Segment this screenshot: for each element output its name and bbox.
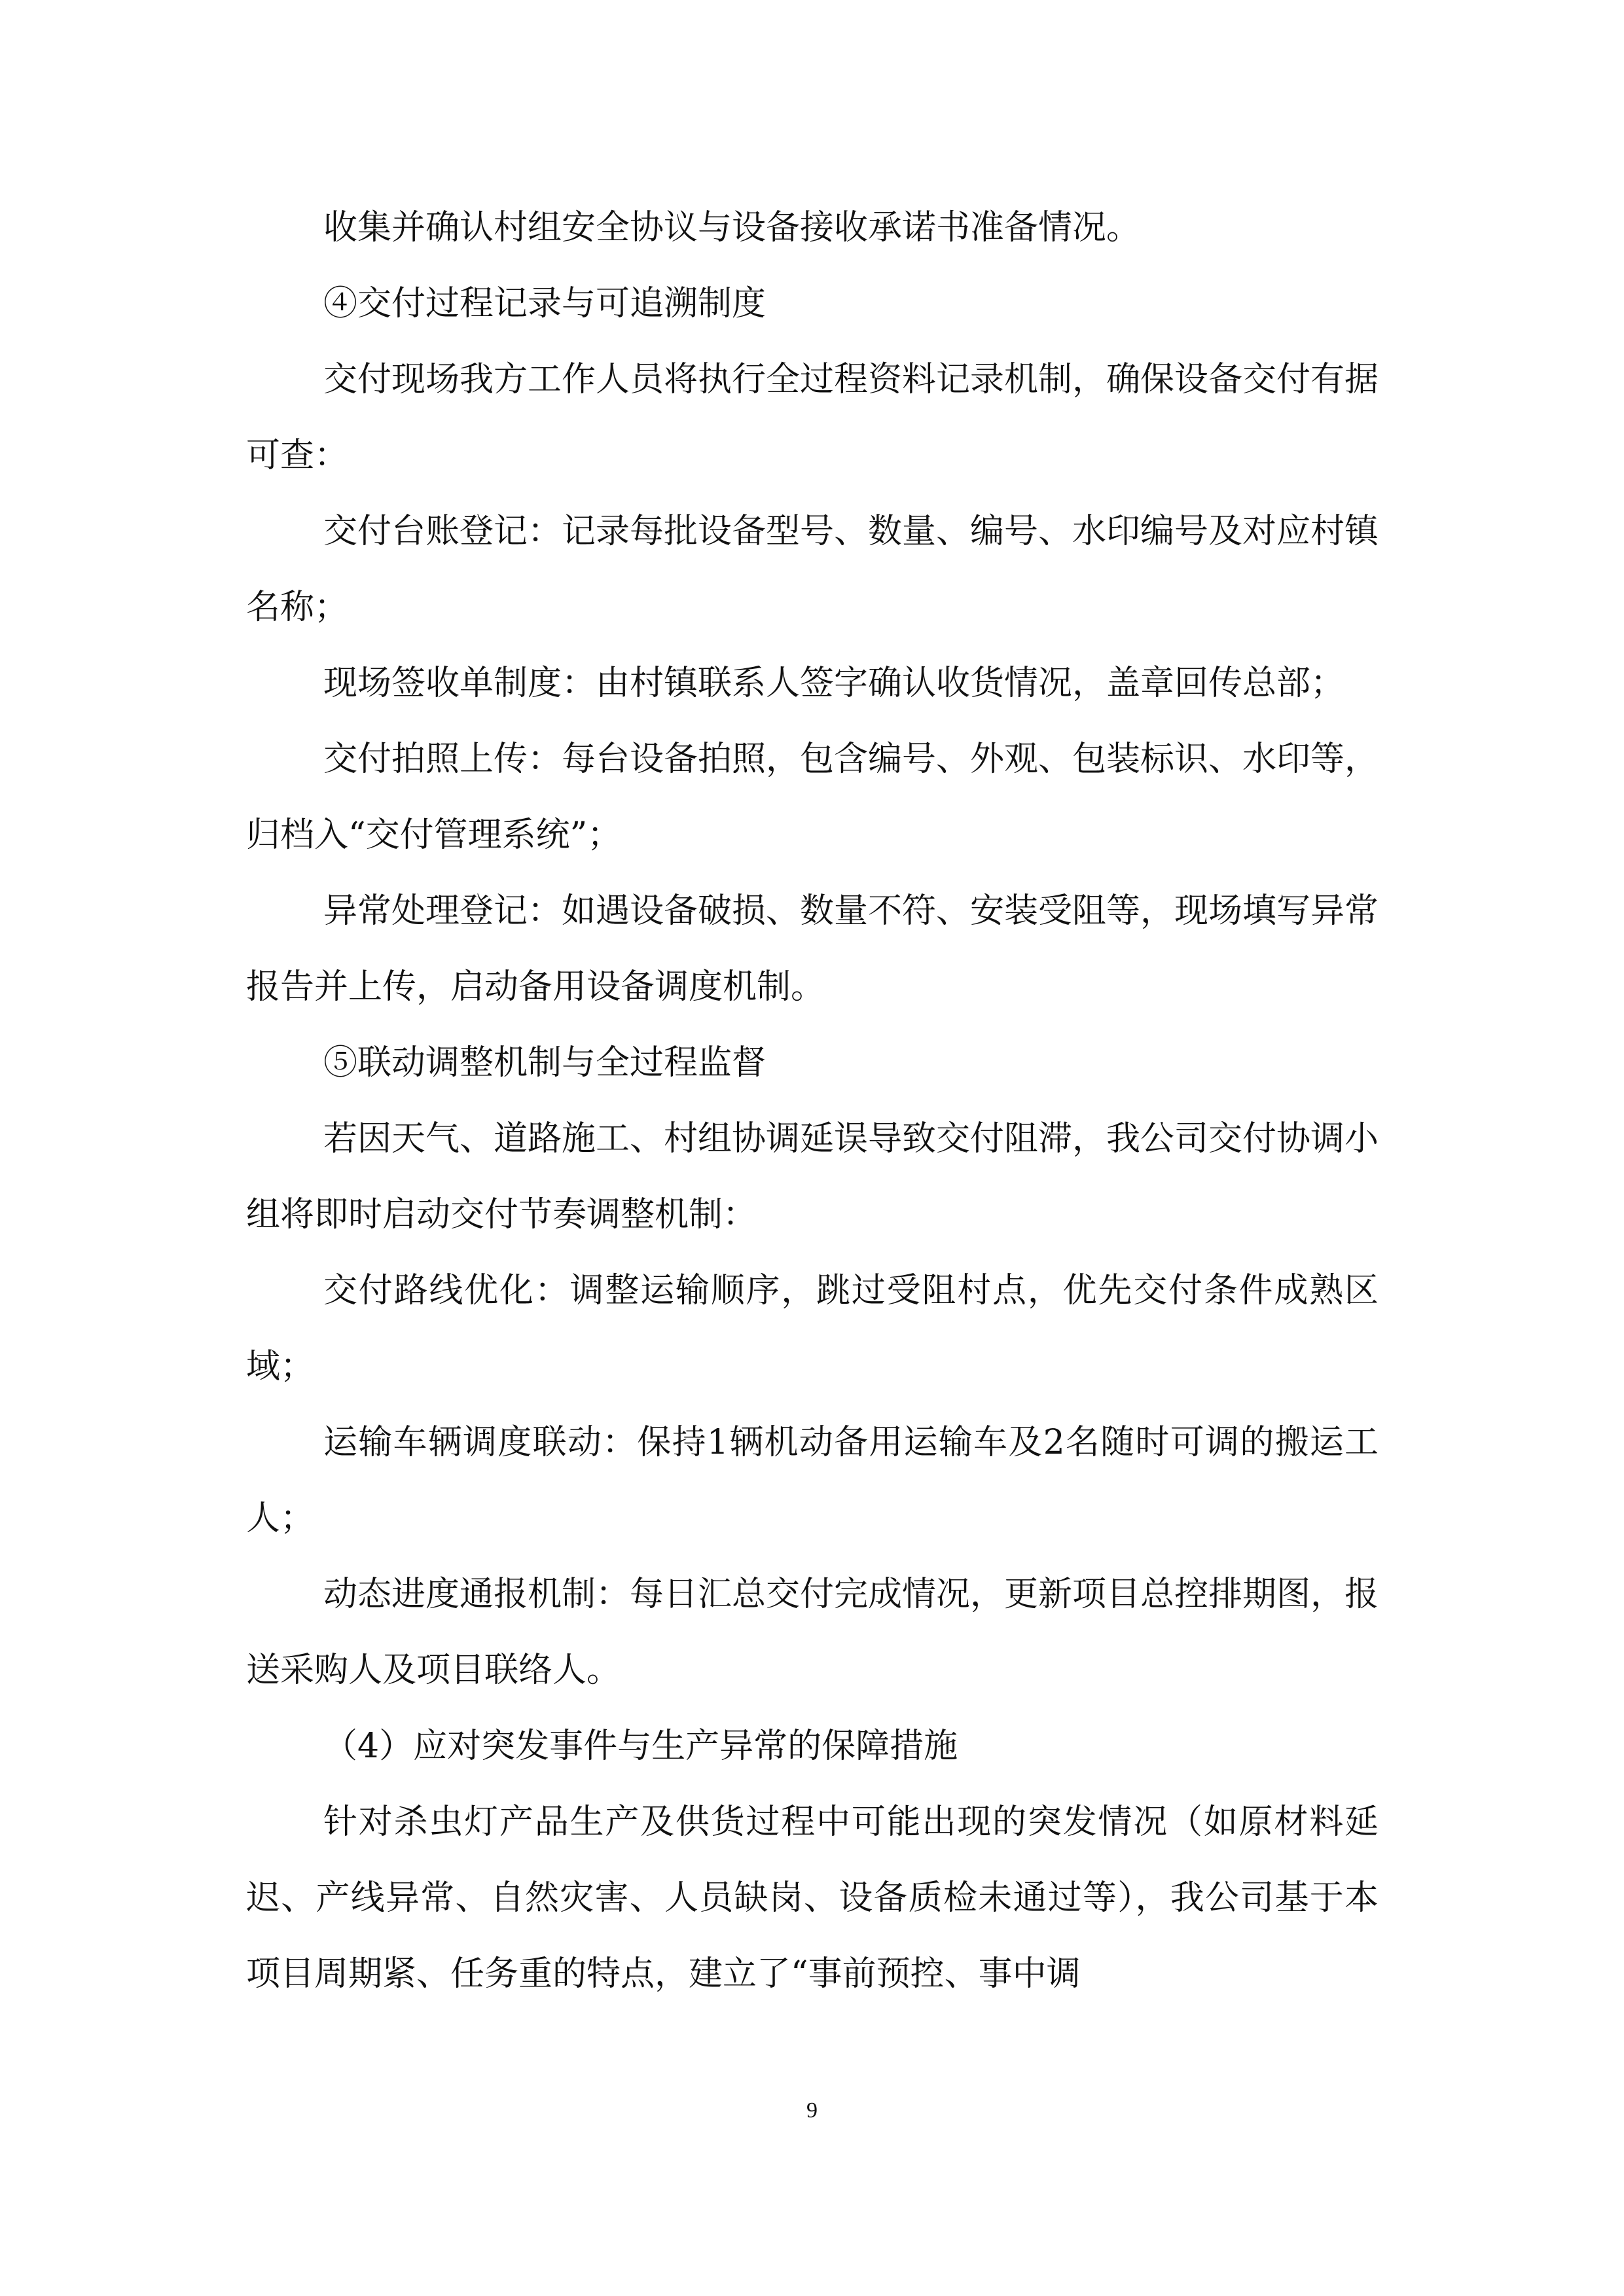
document-page	[246, 190, 1379, 2012]
section-heading-5: ⑤联动调整机制与全过程监督	[323, 1043, 767, 1083]
paragraph-12: 动态进度通报机制：每日汇总交付完成情况，更新项目总控排期图，报送采购人及项目联络人。	[246, 1575, 1379, 1690]
paragraph-14: 针对杀虫灯产品生产及供货过程中可能出现的突发情况（如原材料延迟、产线异常、自然灾害、人员缺岗、设备质检未通过等），我公司基于本项目周期紧、任务重的特点，建立了“事前预控、事中调	[246, 1803, 1379, 1994]
paragraph-7: 异常处理登记：如遇设备破损、数量不符、安装受阻等，现场填写异常报告并上传，启动备用设备调度机制。	[246, 891, 1379, 1007]
paragraph-11: 运输车辆调度联动：保持1辆机动备用运输车及2名随时可调的搬运工人；	[246, 1423, 1379, 1538]
section-heading-4: ④交付过程记录与可追溯制度	[323, 284, 767, 323]
paragraph-5: 现场签收单制度：由村镇联系人签字确认收货情况，盖章回传总部；	[323, 664, 1345, 703]
paragraph-9: 若因天气、道路施工、村组协调延误导致交付阻滞，我公司交付协调小组将即时启动交付节奏调整机制：	[246, 1119, 1379, 1234]
paragraph-1: 收集并确认村组安全协议与设备接收承诺书准备情况。	[323, 208, 1141, 247]
paragraph-3: 交付现场我方工作人员将执行全过程资料记录机制，确保设备交付有据可查：	[246, 360, 1379, 475]
paragraph-6: 交付拍照上传：每台设备拍照，包含编号、外观、包装标识、水印等，归档入“交付管理系统”；	[246, 740, 1379, 855]
paragraph-4: 交付台账登记：记录每批设备型号、数量、编号、水印编号及对应村镇名称；	[246, 512, 1379, 627]
subsection-heading-4: （4）应对突发事件与生产异常的保障措施	[323, 1727, 958, 1766]
page-number: 9	[806, 2098, 818, 2123]
paragraph-10: 交付路线优化：调整运输顺序，跳过受阻村点，优先交付条件成熟区域；	[246, 1271, 1379, 1386]
